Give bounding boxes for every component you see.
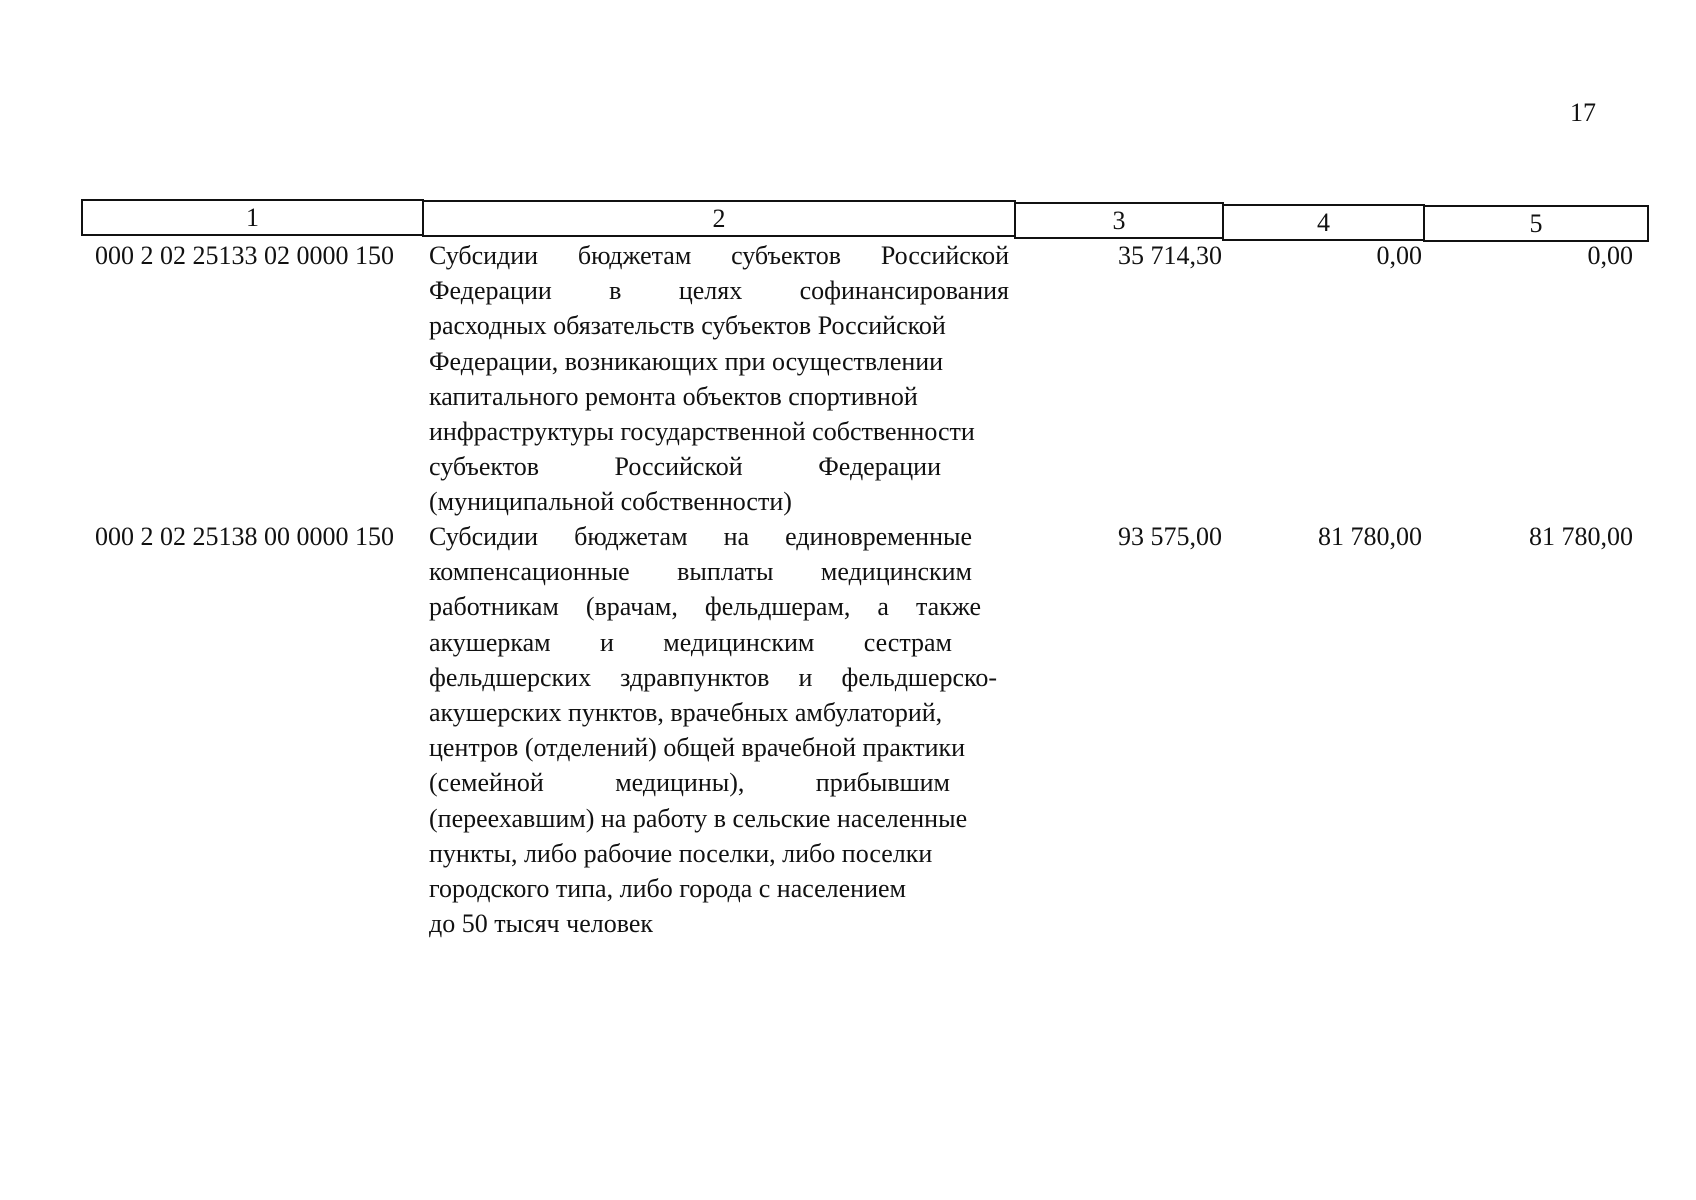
income-name: [429, 519, 1009, 941]
income-name-line: субъектов Российской Федерации: [429, 452, 941, 482]
income-name-line: (переехавшим) на работу в сельские населенные: [429, 803, 968, 833]
income-name-line: Федерации, возникающих при осуществлении: [429, 346, 944, 376]
income-code: 000 2 02 25138 00 0000 150: [95, 522, 394, 551]
income-name-line: центров (отделений) общей врачебной практики: [429, 733, 966, 763]
page-number: 17: [1570, 98, 1596, 127]
table-header-col-3: 3: [1014, 202, 1224, 239]
income-name-line: городского типа, либо города с населением: [429, 874, 906, 904]
income-name-line: фельдшерских здравпунктов и фельдшерско-: [429, 662, 997, 692]
income-code: 000 2 02 25133 02 0000 150: [95, 241, 394, 270]
income-name-line: пункты, либо рабочие поселки, либо поселки: [429, 838, 933, 868]
table-header-col-5: 5: [1423, 205, 1649, 242]
income-name-line: до 50 тысяч человек: [429, 909, 654, 939]
income-name-line: акушеркам и медицинским сестрам: [429, 627, 952, 657]
income-name-line: Субсидии бюджетам на единовременные: [429, 522, 972, 551]
income-name-line: (семейной медицины), прибывшим: [429, 768, 950, 798]
table-header-col-1: 1: [81, 199, 424, 236]
value-col-3: 93 575,00: [1118, 522, 1222, 551]
table-header-col-4: 4: [1222, 204, 1425, 241]
income-name-line: работникам (врачам, фельдшерам, а также: [429, 592, 981, 622]
value-col-4: 81 780,00: [1318, 522, 1422, 551]
income-name-line: инфраструктуры государственной собственности: [429, 417, 975, 447]
income-name: [429, 238, 1009, 520]
value-col-5: 0,00: [1587, 241, 1633, 270]
income-name-line: Субсидии бюджетам субъектов Российской: [429, 241, 1009, 270]
income-name-line: (муниципальной собственности): [429, 487, 792, 517]
income-name-line: компенсационные выплаты медицинским: [429, 557, 972, 587]
table-header-col-2: 2: [422, 200, 1016, 237]
value-col-4: 0,00: [1376, 241, 1422, 270]
income-name-line: акушерских пунктов, врачебных амбулаторий,: [429, 698, 943, 728]
income-name-line: капитального ремонта объектов спортивной: [429, 381, 918, 411]
value-col-5: 81 780,00: [1529, 522, 1633, 551]
income-name-line: Федерации в целях софинансирования: [429, 276, 1009, 306]
income-name-line: расходных обязательств субъектов Российской: [429, 311, 946, 341]
value-col-3: 35 714,30: [1118, 241, 1222, 270]
